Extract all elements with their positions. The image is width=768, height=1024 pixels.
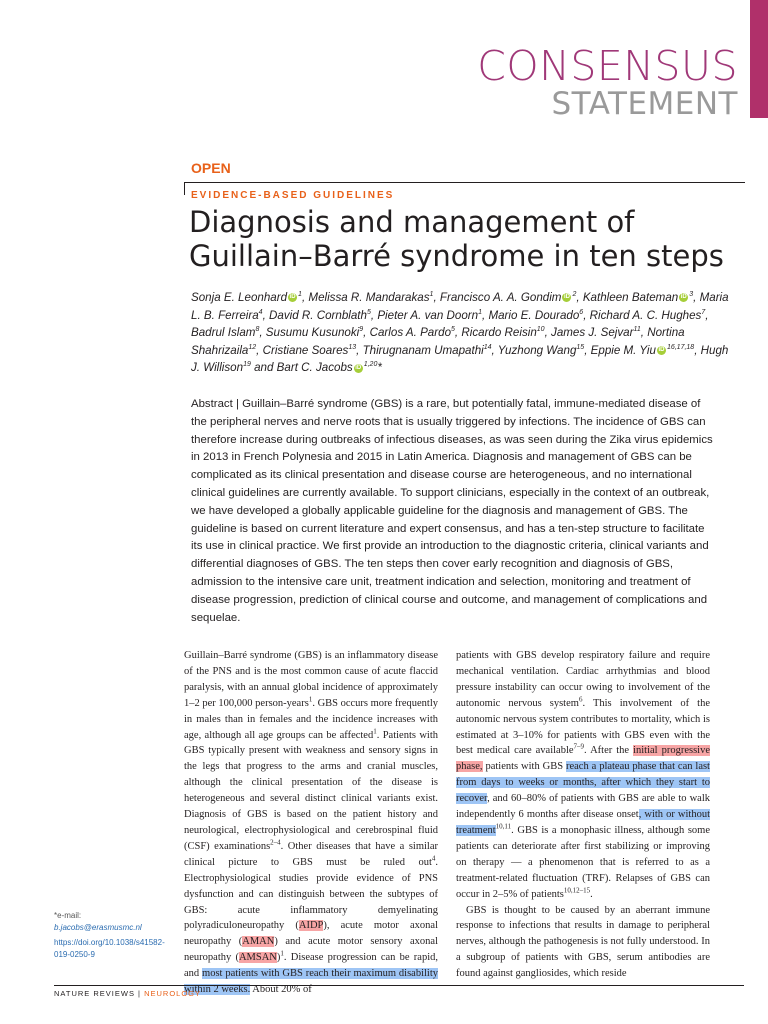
body-paragraph: Guillain–Barré syndrome (GBS) is an inflammatory disease of the PNS and is the most common cause of acute flaccid paralysis, with an annual global incidence of approximately 1–2 per 100,000 person-years$^1$. GBS occurs more frequently in males than in females and the incidence increases with age, although all age groups can be affected$^1$. Patients with GBS typically present with weakness and sensory signs in the legs that progress to the arms and cranial muscles, although the clinical presentation of the disease is heterogeneous and several distinct clinical variants exist. Diagnosis of GBS is based on the patient history and neurological, electrophysiological and cerebrospinal fluid (CSF) examinations$^{2-4}$. Other diseases that have a similar clinical picture to GBS must be ruled out$^4$. Electrophysiological studies provide evidence of PNS dysfunction and can distinguish between the subtypes of GBS: acute inflammatory demyelinating polyradiculoneuropathy (AIDP), acute motor axonal neuropathy (AMAN) and acute motor sensory axonal neuropathy (AMSAN)$^1$. Disease progression can be rapid, and most patients with GBS reach their maximum disability within 2 weeks. About 20% of (184, 650, 439, 996)
article-type-banner-sub: STATEMENT (551, 86, 738, 122)
journal-color-tab (750, 0, 768, 118)
orcid-icon[interactable]: iD (658, 347, 665, 354)
affiliation-marker: 1,20 (363, 361, 378, 369)
affiliation-marker: 1 (298, 291, 302, 299)
affiliation-marker: 10 (536, 326, 545, 334)
article-title (189, 205, 749, 273)
orcid-icon[interactable]: iD (563, 294, 570, 301)
email-link[interactable]: b.jacobs@erasmusmc.nl (54, 922, 142, 932)
author-name[interactable]: Maria L. B. Ferreira (191, 291, 729, 322)
author-name[interactable]: Kathleen Bateman (582, 291, 679, 304)
footer-journal: NEUROLOGY (144, 989, 202, 998)
highlight-aman: AMAN (242, 936, 275, 948)
affiliation-marker: 2 (572, 291, 577, 299)
author-name[interactable]: Ricardo Reisin (461, 326, 537, 340)
orcid-icon[interactable]: iD (680, 294, 687, 301)
affiliation-marker: 5 (451, 326, 455, 334)
affiliation-marker: 5 (366, 308, 371, 316)
reference-marker[interactable]: 10,12–15 (563, 886, 591, 895)
affiliation-marker: 3 (689, 291, 694, 299)
affiliation-marker: 16,17,18 (666, 343, 695, 351)
affiliation-marker: 1 (429, 291, 434, 299)
title-line-2: Guillain–Barré syndrome in ten steps (189, 239, 724, 273)
highlight-aidp: AIDP (298, 920, 324, 932)
reference-marker[interactable]: 1 (280, 949, 284, 958)
reference-marker[interactable]: 1 (308, 695, 313, 704)
open-access-label: OPEN (191, 160, 231, 176)
affiliation-marker: 15 (576, 343, 585, 351)
affiliation-marker: 8 (255, 326, 260, 334)
affiliation-marker: 11 (633, 326, 641, 334)
author-name[interactable]: Cristiane Soares (262, 343, 349, 357)
reference-marker[interactable]: 1 (373, 727, 377, 736)
orcid-icon[interactable]: iD (355, 364, 362, 371)
affiliation-marker: 6 (579, 308, 584, 316)
body-paragraph: patients with GBS develop respiratory failure and require mechanical ventilation. Cardiac arrhythmias and blood pressure instability can occur owing to involvement of the autonomic nervous system$^6$. This involvement of the autonomic nervous system contributes to mortality, which is estimated at 3–10% for patients with GBS even with the best medical care available$^{7-9}$. After the initial progressive phase, patients with GBS reach a plateau phase that can last from days to weeks or months, after which they start to recover, and 60–80% of patients with GBS are able to walk independently 6 months after disease onset, with or without treatment$^{10,11}$. GBS is a monophasic illness, although some patients can deteriorate after first stabilizing or improving on therapy — a phenomenon that is referred to as a treatment-related fluctuation (TRF). Relapses of GBS can occur in 2–5% of patients$^{10,12-15}$. (456, 650, 710, 900)
affiliation-marker: 7 (701, 308, 706, 316)
reference-marker[interactable]: 10,11 (495, 822, 512, 831)
author-name[interactable]: Bart C. Jacobs (276, 361, 353, 375)
highlight-plateau-phase: reach a plateau phase that can last from days to weeks or months, after which they start to recover (456, 761, 710, 805)
affiliation-marker: 19 (243, 361, 251, 369)
author-name[interactable]: David R. Cornblath (269, 308, 367, 322)
affiliation-marker: 1 (478, 308, 482, 316)
body-column-2 (456, 648, 710, 982)
author-name[interactable]: Richard A. C. Hughes (589, 308, 702, 322)
author-list: Sonja E. Leonhard iD $^1$, Melissa R. Mandarakas$^1$, Francisco A. A. Gondim iD $^2$, Kathleen Bateman iD $^3$, Maria L. B. Ferreira$^4$, David R. Cornblath$^5$, Pieter A. van Doorn$^1$, Mario E. Dourado$^6$, Richard A. C. Hughes$^7$, Badrul Islam$^8$, Susumu Kusunoki$^9$, Carlos A. Pardo$^5$, Ricardo Reisin$^{10}$, James J. Sejvar$^{11}$, Nortina Shahrizaila$^{12}$, Cristiane Soares$^{13}$, Thirugnanam Umapathi$^{14}$, Yuzhong Wang$^{15}$, Eppie M. Yiu iD $^{16,17,18}$, Hugh J. Willison$^{19}$ and Bart C. Jacobs iD $^{1,20}$* (191, 291, 729, 375)
reference-marker[interactable]: 4 (431, 854, 436, 863)
highlight-max-disability: most patients with GBS reach their maximum disability within 2 weeks. (184, 968, 438, 996)
author-name[interactable]: James J. Sejvar (551, 326, 634, 340)
article-type-banner: CONSENSUS (477, 42, 738, 90)
article-category: EVIDENCE-BASED GUIDELINES (191, 190, 395, 201)
author-name[interactable]: Sonja E. Leonhard (191, 291, 288, 304)
author-name[interactable]: Carlos A. Pardo (369, 326, 452, 340)
highlight-progressive-phase: initial progressive phase, (456, 745, 710, 773)
author-name[interactable]: Melissa R. Mandarakas (308, 291, 430, 304)
reference-marker[interactable]: 2–4 (270, 838, 281, 847)
author-name[interactable]: Nortina Shahrizaila (191, 326, 685, 357)
author-name[interactable]: Francisco A. A. Gondim (439, 291, 562, 304)
affiliation-marker: 14 (483, 343, 492, 351)
highlight-amsan: AMSAN (238, 952, 277, 964)
author-name[interactable]: Thirugnanam Umapathi (362, 343, 484, 357)
author-name[interactable]: Pieter A. van Doorn (377, 308, 479, 322)
author-name[interactable]: Eppie M. Yiu (590, 343, 656, 357)
email-label: *e-mail: (54, 911, 82, 920)
footer-publisher: NATURE REVIEWS (54, 989, 135, 998)
author-name[interactable]: Hugh J. Willison (191, 343, 729, 375)
affiliation-marker: 9 (359, 326, 364, 334)
affiliation-marker: 4 (258, 308, 263, 316)
affiliation-marker: 13 (348, 343, 357, 351)
doi-link[interactable]: https://doi.org/10.1038/s41582-019-0250-9 (54, 938, 165, 959)
reference-marker[interactable]: 6 (578, 695, 583, 704)
body-paragraph: GBS is thought to be caused by an aberrant immune response to infections that results in damage to peripheral nerves, although the pathogenesis is not fully understood. In a subgroup of patients with GBS, serum antibodies are found against gangliosides, which reside (456, 904, 710, 980)
page-footer (54, 989, 201, 998)
author-name[interactable]: Susumu Kusunoki (265, 326, 360, 340)
body-column-1 (184, 648, 438, 998)
footer-rule (54, 985, 744, 986)
author-name[interactable]: Yuzhong Wang (497, 343, 577, 357)
orcid-icon[interactable]: iD (289, 294, 296, 301)
correspondence-note (54, 910, 165, 960)
author-name[interactable]: Mario E. Dourado (488, 308, 580, 322)
reference-marker[interactable]: 7–9 (573, 742, 585, 751)
title-line-1: Diagnosis and management of (189, 205, 635, 239)
author-name[interactable]: Badrul Islam (191, 326, 256, 340)
footer-separator: | (138, 989, 141, 998)
abstract: Abstract | Guillain–Barré syndrome (GBS) is a rare, but potentially fatal, immune-mediated disease of the peripheral nerves and nerve roots that is usually triggered by infections. The incidence of GBS can therefore increase during outbreaks of infectious diseases, as was seen during the Zika virus epidemics in 2013 in French Polynesia and 2015 in Latin America. Diagnosis and management of GBS can be complicated as its clinical presentation and disease course are heterogeneous, and no international clinical guidelines are currently available. To support clinicians, especially in the context of an outbreak, we have developed a globally applicable guideline for the diagnosis and management of GBS. The guideline is based on current literature and expert consensus, and has a ten-step structure to facilitate its use in clinical practice. We first provide an introduction to the diagnostic criteria, clinical variants and differential diagnoses of GBS. The ten steps then cover early recognition and diagnosis of GBS, admission to the intensive care unit, treatment indication and selection, monitoring and treatment of disease progression, prediction of clinical course and outcome, and management of complications and sequelae. (191, 398, 713, 624)
affiliation-marker: 12 (248, 343, 257, 351)
highlight-treatment: , with or without treatment (456, 809, 710, 836)
